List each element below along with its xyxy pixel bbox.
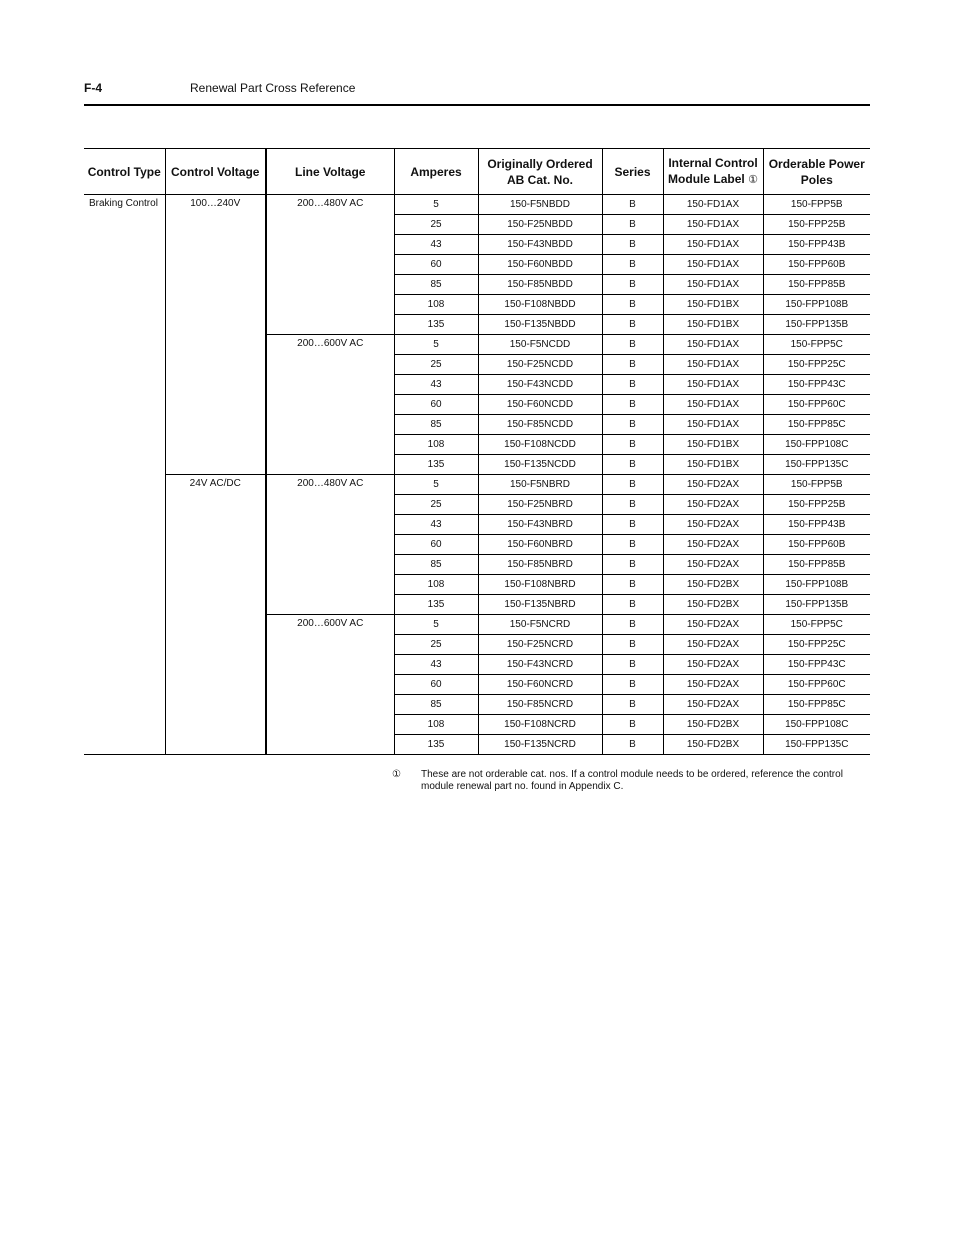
series-cell: B xyxy=(602,535,663,555)
control-module-cell: 150-FD1AX xyxy=(663,195,763,215)
header-line-voltage: Line Voltage xyxy=(266,149,394,195)
amperes-cell: 60 xyxy=(394,395,478,415)
series-cell: B xyxy=(602,395,663,415)
series-cell: B xyxy=(602,375,663,395)
power-poles-cell: 150-FPP85C xyxy=(763,695,870,715)
control-module-cell: 150-FD2BX xyxy=(663,575,763,595)
amperes-cell: 5 xyxy=(394,335,478,355)
header-poles-line2: Poles xyxy=(800,172,833,187)
control-module-cell: 150-FD2BX xyxy=(663,735,763,755)
control-module-cell: 150-FD1AX xyxy=(663,255,763,275)
amperes-cell: 5 xyxy=(394,615,478,635)
control-voltage-cell: 100…240V xyxy=(165,195,266,475)
power-poles-cell: 150-FPP135B xyxy=(763,595,870,615)
cat-no-cell: 150-F108NCRD xyxy=(478,715,602,735)
cat-no-cell: 150-F25NBRD xyxy=(478,495,602,515)
series-cell: B xyxy=(602,435,663,455)
power-poles-cell: 150-FPP5B xyxy=(763,195,870,215)
table-header-row xyxy=(84,149,870,195)
control-module-cell: 150-FD2AX xyxy=(663,635,763,655)
series-cell: B xyxy=(602,235,663,255)
table-row xyxy=(84,195,870,215)
power-poles-cell: 150-FPP25B xyxy=(763,215,870,235)
control-module-cell: 150-FD2AX xyxy=(663,655,763,675)
power-poles-cell: 150-FPP60B xyxy=(763,255,870,275)
header-series: Series xyxy=(602,149,663,195)
amperes-cell: 85 xyxy=(394,415,478,435)
control-module-cell: 150-FD2AX xyxy=(663,695,763,715)
footnote-ref-marker: ① xyxy=(748,174,758,186)
amperes-cell: 43 xyxy=(394,655,478,675)
renewal-part-table xyxy=(84,148,870,755)
amperes-cell: 25 xyxy=(394,215,478,235)
control-module-cell: 150-FD2AX xyxy=(663,615,763,635)
control-module-cell: 150-FD1BX xyxy=(663,455,763,475)
control-module-cell: 150-FD1AX xyxy=(663,375,763,395)
series-cell: B xyxy=(602,295,663,315)
power-poles-cell: 150-FPP60C xyxy=(763,395,870,415)
amperes-cell: 135 xyxy=(394,595,478,615)
series-cell: B xyxy=(602,515,663,535)
page-heading: Renewal Part Cross Reference xyxy=(190,81,356,95)
series-cell: B xyxy=(602,615,663,635)
series-cell: B xyxy=(602,475,663,495)
line-voltage-cell: 200…600V AC xyxy=(266,335,394,475)
series-cell: B xyxy=(602,195,663,215)
power-poles-cell: 150-FPP108C xyxy=(763,715,870,735)
power-poles-cell: 150-FPP43B xyxy=(763,235,870,255)
power-poles-cell: 150-FPP43B xyxy=(763,515,870,535)
header-internal-control-module xyxy=(663,149,763,195)
control-module-cell: 150-FD2BX xyxy=(663,715,763,735)
header-icm-line1: Internal Control xyxy=(668,156,758,170)
cat-no-cell: 150-F5NCRD xyxy=(478,615,602,635)
series-cell: B xyxy=(602,215,663,235)
control-module-cell: 150-FD2AX xyxy=(663,535,763,555)
cat-no-cell: 150-F25NBDD xyxy=(478,215,602,235)
footnote-marker: ① xyxy=(392,769,401,780)
power-poles-cell: 150-FPP135B xyxy=(763,315,870,335)
header-orig-line1: Originally Ordered xyxy=(487,156,593,171)
power-poles-cell: 150-FPP43C xyxy=(763,655,870,675)
control-module-cell: 150-FD1BX xyxy=(663,435,763,455)
power-poles-cell: 150-FPP85C xyxy=(763,415,870,435)
table-row xyxy=(84,475,870,495)
control-module-cell: 150-FD2AX xyxy=(663,555,763,575)
amperes-cell: 25 xyxy=(394,495,478,515)
header-amperes: Amperes xyxy=(394,149,478,195)
cat-no-cell: 150-F43NCRD xyxy=(478,655,602,675)
amperes-cell: 135 xyxy=(394,315,478,335)
control-type-cell: Braking Control xyxy=(84,195,165,755)
cat-no-cell: 150-F60NCRD xyxy=(478,675,602,695)
power-poles-cell: 150-FPP135C xyxy=(763,455,870,475)
amperes-cell: 108 xyxy=(394,435,478,455)
control-module-cell: 150-FD1AX xyxy=(663,395,763,415)
amperes-cell: 108 xyxy=(394,575,478,595)
cat-no-cell: 150-F108NCDD xyxy=(478,435,602,455)
cat-no-cell: 150-F135NBRD xyxy=(478,595,602,615)
series-cell: B xyxy=(602,675,663,695)
series-cell: B xyxy=(602,735,663,755)
cat-no-cell: 150-F108NBDD xyxy=(478,295,602,315)
amperes-cell: 43 xyxy=(394,235,478,255)
power-poles-cell: 150-FPP25C xyxy=(763,635,870,655)
control-module-cell: 150-FD1AX xyxy=(663,355,763,375)
series-cell: B xyxy=(602,315,663,335)
amperes-cell: 60 xyxy=(394,675,478,695)
control-module-cell: 150-FD1AX xyxy=(663,415,763,435)
cat-no-cell: 150-F5NBDD xyxy=(478,195,602,215)
header-orderable-power-poles xyxy=(763,149,870,195)
control-module-cell: 150-FD2BX xyxy=(663,595,763,615)
cat-no-cell: 150-F85NCDD xyxy=(478,415,602,435)
series-cell: B xyxy=(602,655,663,675)
header-control-type: Control Type xyxy=(84,149,165,195)
power-poles-cell: 150-FPP60C xyxy=(763,675,870,695)
amperes-cell: 85 xyxy=(394,275,478,295)
series-cell: B xyxy=(602,275,663,295)
control-module-cell: 150-FD2AX xyxy=(663,495,763,515)
power-poles-cell: 150-FPP5B xyxy=(763,475,870,495)
footnote-text: These are not orderable cat. nos. If a control module needs to be ordered, reference the control module renewal part no. found in Appendix C. xyxy=(421,769,843,792)
cat-no-cell: 150-F5NBRD xyxy=(478,475,602,495)
power-poles-cell: 150-FPP5C xyxy=(763,335,870,355)
control-module-cell: 150-FD1BX xyxy=(663,315,763,335)
cat-no-cell: 150-F43NCDD xyxy=(478,375,602,395)
cat-no-cell: 150-F135NCRD xyxy=(478,735,602,755)
power-poles-cell: 150-FPP25C xyxy=(763,355,870,375)
amperes-cell: 135 xyxy=(394,735,478,755)
amperes-cell: 43 xyxy=(394,375,478,395)
amperes-cell: 135 xyxy=(394,455,478,475)
cat-no-cell: 150-F60NBRD xyxy=(478,535,602,555)
line-voltage-cell: 200…480V AC xyxy=(266,475,394,615)
header-control-voltage: Control Voltage xyxy=(165,149,266,195)
cat-no-cell: 150-F5NCDD xyxy=(478,335,602,355)
power-poles-cell: 150-FPP5C xyxy=(763,615,870,635)
header-orig-line2: AB Cat. No. xyxy=(507,172,573,187)
table-body xyxy=(84,195,870,755)
cat-no-cell: 150-F108NBRD xyxy=(478,575,602,595)
cat-no-cell: 150-F25NCRD xyxy=(478,635,602,655)
cat-no-cell: 150-F135NCDD xyxy=(478,455,602,475)
cat-no-cell: 150-F25NCDD xyxy=(478,355,602,375)
series-cell: B xyxy=(602,335,663,355)
amperes-cell: 25 xyxy=(394,355,478,375)
control-module-cell: 150-FD2AX xyxy=(663,475,763,495)
series-cell: B xyxy=(602,575,663,595)
power-poles-cell: 150-FPP85B xyxy=(763,275,870,295)
amperes-cell: 108 xyxy=(394,715,478,735)
cat-no-cell: 150-F43NBDD xyxy=(478,235,602,255)
power-poles-cell: 150-FPP108B xyxy=(763,575,870,595)
amperes-cell: 85 xyxy=(394,555,478,575)
line-voltage-cell: 200…480V AC xyxy=(266,195,394,335)
control-module-cell: 150-FD1AX xyxy=(663,215,763,235)
page-number: F-4 xyxy=(84,81,102,95)
series-cell: B xyxy=(602,255,663,275)
control-module-cell: 150-FD1AX xyxy=(663,235,763,255)
series-cell: B xyxy=(602,555,663,575)
control-voltage-cell: 24V AC/DC xyxy=(165,475,266,755)
amperes-cell: 5 xyxy=(394,475,478,495)
control-module-cell: 150-FD1BX xyxy=(663,295,763,315)
cat-no-cell: 150-F85NBRD xyxy=(478,555,602,575)
control-module-cell: 150-FD1AX xyxy=(663,335,763,355)
cat-no-cell: 150-F60NBDD xyxy=(478,255,602,275)
power-poles-cell: 150-FPP108B xyxy=(763,295,870,315)
power-poles-cell: 150-FPP25B xyxy=(763,495,870,515)
power-poles-cell: 150-FPP135C xyxy=(763,735,870,755)
cat-no-cell: 150-F43NBRD xyxy=(478,515,602,535)
page-header xyxy=(84,80,870,106)
amperes-cell: 108 xyxy=(394,295,478,315)
power-poles-cell: 150-FPP60B xyxy=(763,535,870,555)
series-cell: B xyxy=(602,355,663,375)
amperes-cell: 43 xyxy=(394,515,478,535)
series-cell: B xyxy=(602,635,663,655)
amperes-cell: 60 xyxy=(394,535,478,555)
power-poles-cell: 150-FPP108C xyxy=(763,435,870,455)
series-cell: B xyxy=(602,495,663,515)
cat-no-cell: 150-F85NCRD xyxy=(478,695,602,715)
amperes-cell: 85 xyxy=(394,695,478,715)
series-cell: B xyxy=(602,595,663,615)
control-module-cell: 150-FD2AX xyxy=(663,515,763,535)
power-poles-cell: 150-FPP43C xyxy=(763,375,870,395)
cat-no-cell: 150-F85NBDD xyxy=(478,275,602,295)
series-cell: B xyxy=(602,715,663,735)
header-icm-line2: Module Label xyxy=(668,172,745,186)
series-cell: B xyxy=(602,415,663,435)
amperes-cell: 25 xyxy=(394,635,478,655)
amperes-cell: 5 xyxy=(394,195,478,215)
power-poles-cell: 150-FPP85B xyxy=(763,555,870,575)
cat-no-cell: 150-F135NBDD xyxy=(478,315,602,335)
amperes-cell: 60 xyxy=(394,255,478,275)
header-poles-line1: Orderable Power xyxy=(768,156,865,171)
control-module-cell: 150-FD2AX xyxy=(663,675,763,695)
header-originally-ordered xyxy=(478,149,602,195)
series-cell: B xyxy=(602,695,663,715)
series-cell: B xyxy=(602,455,663,475)
control-module-cell: 150-FD1AX xyxy=(663,275,763,295)
line-voltage-cell: 200…600V AC xyxy=(266,615,394,755)
cat-no-cell: 150-F60NCDD xyxy=(478,395,602,415)
